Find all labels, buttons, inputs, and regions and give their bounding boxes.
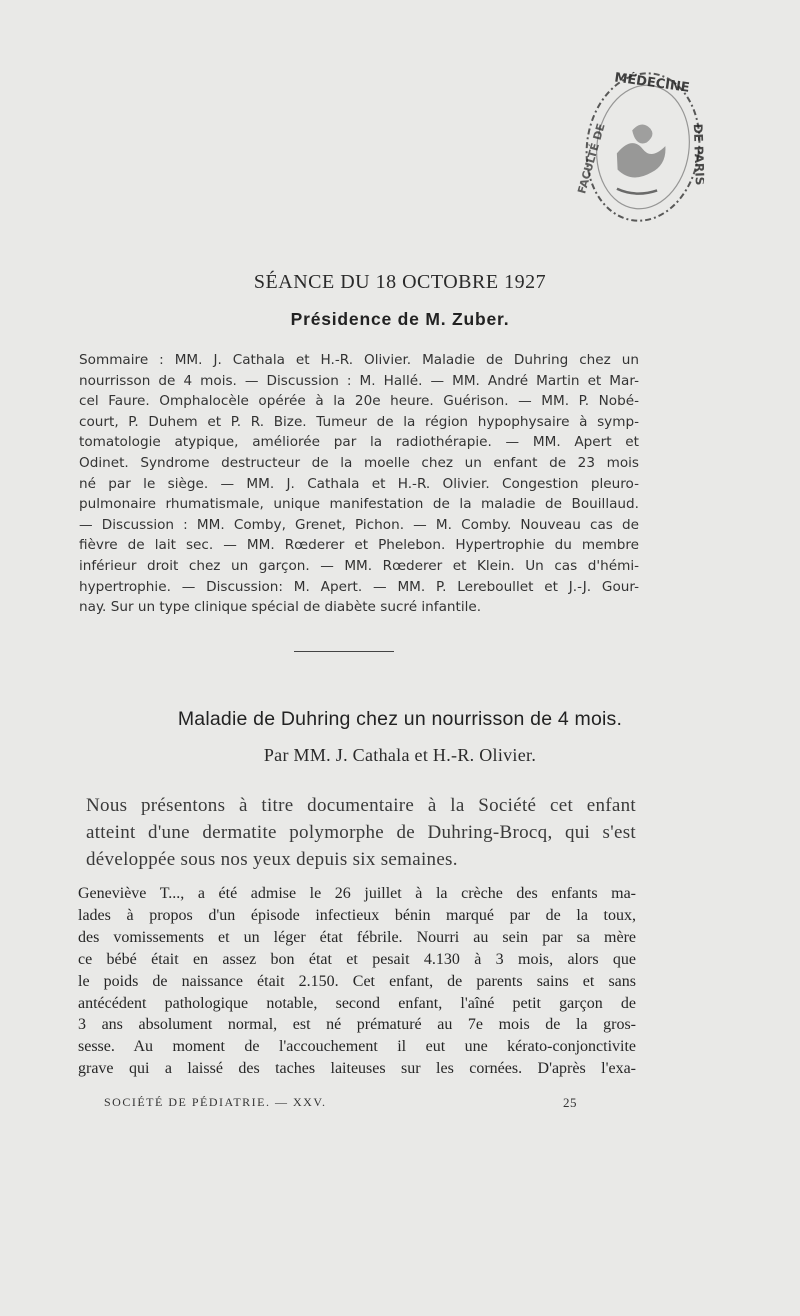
article-title: Maladie de Duhring chez un nourrisson de 4 mois. (177, 708, 623, 730)
stamp-text-top: MÉDECINE (613, 70, 691, 96)
body-line: 3 ans absolument normal, est né prématuré au 7e mois de la gros- (78, 1016, 636, 1034)
sommaire-line: né par le siège. — MM. J. Cathala et H.-R. Olivier. Congestion pleuro- (79, 475, 639, 492)
lead-line: atteint d'une dermatite polymorphe de Duhring-Brocq, qui s'est (86, 822, 636, 843)
sommaire-line: tomatologie atypique, améliorée par la radiothérapie. — MM. Apert et (79, 434, 639, 451)
body-line: lades à propos d'un épisode infectieux bénin marqué par de la toux, (78, 906, 636, 924)
sommaire-line: pulmonaire rhumatismale, unique manifestation de la maladie de Bouillaud. (79, 496, 639, 513)
body-line: antécédent pathologique notable, second enfant, l'aîné petit garçon de (78, 994, 636, 1012)
body-paragraph (78, 883, 636, 1080)
sommaire-line: court, P. Duhem et P. R. Bize. Tumeur de la région hypophysaire à symp- (79, 413, 639, 430)
lead-paragraph (86, 792, 636, 873)
running-footer: SOCIÉTÉ DE PÉDIATRIE. — XXV. (104, 1095, 327, 1109)
lead-line: Nous présentons à titre documentaire à la Société cet enfant (86, 795, 636, 816)
library-stamp-icon (567, 54, 719, 240)
body-line: grave qui a laissé des taches laiteuses sur les cornées. D'après l'exa- (78, 1060, 636, 1078)
page-number: 25 (563, 1095, 577, 1110)
sommaire-line: hypertrophie. — Discussion: M. Apert. — MM. P. Lereboullet et J.-J. Gour- (79, 578, 639, 595)
sommaire-line: — Discussion : MM. Comby, Grenet, Pichon. — M. Comby. Nouveau cas de (79, 516, 639, 533)
presidence-heading: Présidence de M. Zuber. (290, 309, 510, 329)
body-line: Geneviève T..., a été admise le 26 juillet à la crèche des enfants ma- (78, 885, 636, 902)
body-line: des vomissements et un léger état fébrile. Nourri au sein par sa mère (78, 928, 636, 946)
body-line: le poids de naissance était 2.150. Cet enfant, de parents sains et sans (78, 972, 636, 990)
section-divider (294, 651, 394, 652)
lead-line: développée sous nos yeux depuis six semaines. (86, 849, 458, 870)
sommaire-line: inférieur droit chez un garçon. — MM. Rœderer et Klein. Un cas d'hémi- (79, 557, 639, 574)
sommaire-line: Odinet. Syndrome destructeur de la moelle chez un enfant de 23 mois (79, 454, 639, 471)
stamp-graphic (567, 54, 719, 240)
sommaire-line: fièvre de lait sec. — MM. Rœderer et Phelebon. Hypertrophie du membre (79, 537, 639, 554)
sommaire-line: Sommaire : MM. J. Cathala et H.-R. Olivier. Maladie de Duhring chez un (79, 352, 639, 368)
body-line: sesse. Au moment de l'accouchement il eut une kérato-conjonctivite (78, 1038, 636, 1056)
stamp-text-left: FACULTÉ DE (575, 121, 608, 196)
stamp-text-right: DE PARIS (690, 123, 707, 186)
article-authors: Par MM. J. Cathala et H.-R. Olivier. (263, 745, 537, 765)
sommaire-line: nourrisson de 4 mois. — Discussion : M. Hallé. — MM. André Martin et Mar- (79, 372, 639, 389)
seance-heading: SÉANCE DU 18 OCTOBRE 1927 (253, 271, 547, 293)
sommaire-line: cel Faure. Omphalocèle opérée à la 20e heure. Guérison. — MM. P. Nobé- (79, 393, 639, 410)
body-line: ce bébé était en assez bon état et pesait 4.130 à 3 mois, alors que (78, 950, 636, 968)
sommaire-line: nay. Sur un type clinique spécial de diabète sucré infantile. (79, 599, 482, 616)
sommaire-paragraph (79, 350, 639, 618)
